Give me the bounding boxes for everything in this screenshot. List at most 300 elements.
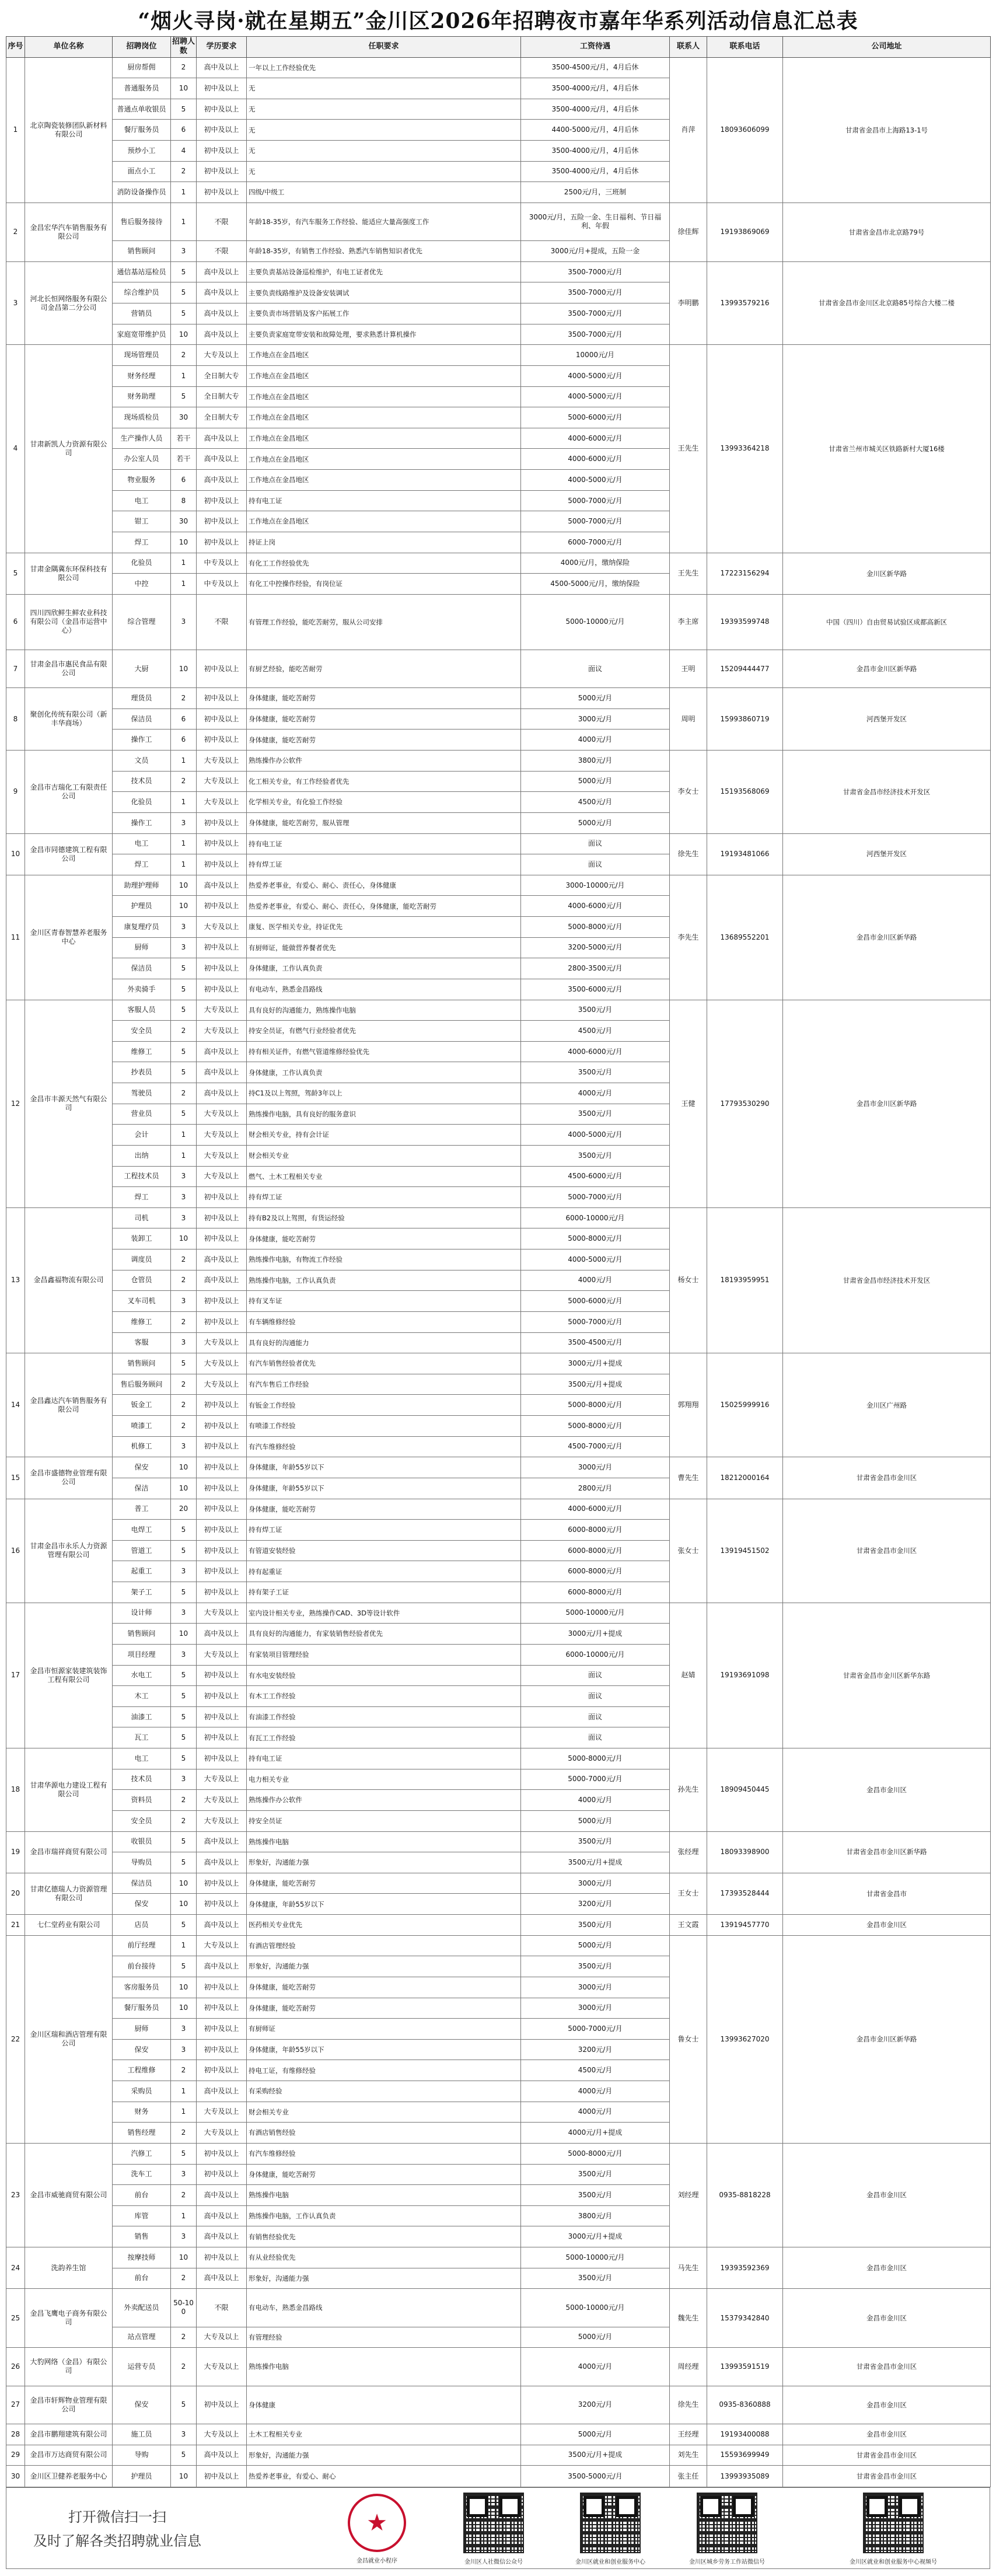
table-cell: 高中及以上 — [197, 428, 247, 449]
table-cell: 大专及以上 — [197, 2424, 247, 2445]
table-cell: 10 — [171, 2466, 197, 2487]
table-cell: 中控 — [113, 574, 171, 595]
table-cell: 13689552201 — [707, 875, 783, 1000]
table-cell: 5000-6000元/月 — [521, 407, 670, 428]
table-row — [6, 1207, 991, 1228]
table-cell: 初中及以上 — [197, 1187, 247, 1208]
table-cell: 初中及以上 — [197, 896, 247, 917]
table-cell: 面议 — [521, 650, 670, 687]
table-cell: 5000-6000元/月 — [521, 1291, 670, 1312]
emblem-icon: ★ — [348, 2494, 406, 2552]
table-row — [6, 594, 991, 650]
table-cell: 洗车工 — [113, 2164, 171, 2185]
table-cell: 工作地点在金昌地区 — [247, 449, 521, 470]
table-cell: 高中及以上 — [197, 1956, 247, 1977]
table-cell: 17 — [6, 1603, 25, 1748]
scan-line-1: 打开微信扫一扫 — [68, 2509, 166, 2525]
table-row — [6, 57, 991, 78]
table-cell: 综合维护员 — [113, 282, 171, 303]
table-cell: 23 — [6, 2143, 25, 2247]
table-cell: 物业服务 — [113, 470, 171, 491]
qr-caption-4: 金川区就业和创业服务中心视频号 — [850, 2559, 937, 2565]
table-cell: 3500元/月+提成 — [521, 1374, 670, 1395]
table-cell: 初中及以上 — [197, 1582, 247, 1603]
table-cell: 甘肃省金昌市北京路79号 — [783, 203, 991, 261]
table-cell: 机修工 — [113, 1436, 171, 1457]
table-cell: 大厨 — [113, 650, 171, 687]
table-cell: 有木工工作经验 — [247, 1686, 521, 1707]
table-cell: 护理员 — [113, 2466, 171, 2487]
table-cell: 2 — [171, 57, 197, 78]
table-cell: 18193959951 — [707, 1207, 783, 1353]
table-cell: 调度员 — [113, 1249, 171, 1270]
table-cell: 张主任 — [670, 2466, 707, 2487]
table-cell: 采购员 — [113, 2081, 171, 2102]
table-cell: 高中及以上 — [197, 875, 247, 896]
table-cell: 19193400088 — [707, 2424, 783, 2445]
table-cell: 王先生 — [670, 553, 707, 594]
table-cell: 19393592369 — [707, 2247, 783, 2289]
table-cell: 厨房帮佣 — [113, 57, 171, 78]
table-cell: 5000-7000元/月 — [521, 1187, 670, 1208]
table-cell: 1 — [171, 792, 197, 813]
table-cell: 5000-7000元/月 — [521, 1311, 670, 1332]
table-cell: 工程维修 — [113, 2060, 171, 2081]
table-cell: 河西堡开发区 — [783, 688, 991, 751]
job-info-table — [6, 36, 991, 2487]
table-cell: 金昌市金川区 — [783, 2386, 991, 2424]
table-cell: 1 — [171, 553, 197, 574]
table-cell: 金川区瑞和酒店管理有限公司 — [25, 1935, 113, 2143]
table-cell: 24 — [6, 2247, 25, 2289]
table-cell: 持有焊工证 — [247, 1520, 521, 1541]
table-cell: 金昌市鹏翔建筑有限公司 — [25, 2424, 113, 2445]
table-cell: 19193691098 — [707, 1603, 783, 1748]
table-cell: 5000-7000元/月 — [521, 1769, 670, 1790]
table-cell: 3000元/月 — [521, 1457, 670, 1478]
table-cell: 10 — [171, 1998, 197, 2019]
table-cell: 大专及以上 — [197, 1125, 247, 1146]
table-row — [6, 751, 991, 772]
table-cell: 15 — [6, 1457, 25, 1499]
table-cell: 5000-8000元/月 — [521, 2143, 670, 2164]
table-cell: 2 — [171, 1083, 197, 1104]
header-cell: 招聘人数 — [171, 37, 197, 58]
table-cell: 有汽车销售经验者优先 — [247, 1353, 521, 1374]
table-cell: 大专及以上 — [197, 1935, 247, 1956]
table-cell: 驾驶员 — [113, 1083, 171, 1104]
table-cell: 项目经理 — [113, 1644, 171, 1665]
table-cell: 甘肃省金昌市金川区 — [783, 2348, 991, 2386]
table-cell: 1 — [171, 365, 197, 386]
table-cell: 2 — [171, 161, 197, 182]
table-cell: 6000-7000元/月 — [521, 532, 670, 553]
table-cell: 2 — [171, 1395, 197, 1416]
table-cell: 初中及以上 — [197, 1291, 247, 1312]
table-cell: 熟练操作电脑 — [247, 1831, 521, 1852]
header-cell: 序号 — [6, 37, 25, 58]
table-cell: 王女士 — [670, 1873, 707, 1914]
table-cell: 3 — [6, 261, 25, 345]
table-cell: 10 — [171, 2247, 197, 2268]
table-cell: 面议 — [521, 854, 670, 875]
table-cell: 持安全员证，有燃气行业经验者优先 — [247, 1021, 521, 1042]
table-cell: 18093606099 — [707, 57, 783, 203]
table-cell: 10 — [171, 1624, 197, 1645]
table-cell: 不限 — [197, 594, 247, 650]
table-cell: 有从业经验优先 — [247, 2247, 521, 2268]
table-cell: 初中及以上 — [197, 1457, 247, 1478]
table-row — [6, 1831, 991, 1852]
table-cell: 3500-4000元/月，4月后休 — [521, 161, 670, 182]
table-cell: 6 — [6, 594, 25, 650]
table-cell: 初中及以上 — [197, 1727, 247, 1748]
table-cell: 5 — [171, 2386, 197, 2424]
table-cell: 持有电工证 — [247, 1748, 521, 1769]
table-cell: 熟练操作电脑，有物流工作经验 — [247, 1249, 521, 1270]
table-cell: 21 — [6, 1915, 25, 1936]
table-cell: 有汽车售后工作经验 — [247, 1374, 521, 1395]
table-cell: 3 — [171, 1644, 197, 1665]
table-cell: 5000-10000元/月 — [521, 2289, 670, 2327]
table-cell: 持有电工证 — [247, 490, 521, 511]
table-cell: 金昌市威驰商贸有限公司 — [25, 2143, 113, 2247]
qr-code-icon — [697, 2493, 757, 2553]
table-cell: 4000-6000元/月 — [521, 1041, 670, 1062]
table-cell: 3 — [171, 1436, 197, 1457]
table-cell: 19193869069 — [707, 203, 783, 261]
table-cell: 大专及以上 — [197, 1769, 247, 1790]
table-cell: 3500-5000元/月 — [521, 2466, 670, 2487]
table-cell: 28 — [6, 2424, 25, 2445]
table-cell: 持有架子工证 — [247, 1582, 521, 1603]
table-cell: 厨师 — [113, 2019, 171, 2040]
table-cell: 5 — [171, 2143, 197, 2164]
table-cell: 甘肃省金昌市金川区新华东路 — [783, 1603, 991, 1748]
table-cell: 身体健康，能吃苦耐劳，服从管理 — [247, 812, 521, 833]
table-cell: 10 — [171, 1873, 197, 1894]
table-cell: 8 — [171, 490, 197, 511]
table-cell: 有化工中控操作经验，有岗位证 — [247, 574, 521, 595]
table-cell: 餐厅服务员 — [113, 120, 171, 141]
table-cell: 甘肃省金昌市金川区北京路85号综合大楼二楼 — [783, 261, 991, 345]
table-cell: 18212000164 — [707, 1457, 783, 1499]
table-cell: 电力相关专业 — [247, 1769, 521, 1790]
table-cell: 有车辆维修经验 — [247, 1311, 521, 1332]
table-cell: 初中及以上 — [197, 979, 247, 1000]
table-cell: 6000-8000元/月 — [521, 1561, 670, 1582]
table-cell: 马先生 — [670, 2247, 707, 2289]
table-cell: 2 — [171, 1810, 197, 1831]
table-cell: 木工 — [113, 1686, 171, 1707]
table-cell: 初中及以上 — [197, 2164, 247, 2185]
table-cell: 保安 — [113, 2386, 171, 2424]
table-cell: 3000元/月+提成 — [521, 1353, 670, 1374]
table-cell: 金川区新华路 — [783, 553, 991, 594]
table-cell: 初中及以上 — [197, 2386, 247, 2424]
table-cell: 初中及以上 — [197, 1540, 247, 1561]
table-cell: 5000-10000元/月 — [521, 2247, 670, 2268]
table-cell: 起重工 — [113, 1561, 171, 1582]
table-cell: 4000元/月 — [521, 1083, 670, 1104]
table-cell: 不限 — [197, 203, 247, 240]
table-cell: 主要负责家庭宽带安装和故障处理，要求熟悉计算机操作 — [247, 324, 521, 345]
table-cell: 普工 — [113, 1499, 171, 1520]
table-cell: 金昌市吉瑞化工有限责任公司 — [25, 751, 113, 834]
table-cell: 12 — [6, 1000, 25, 1207]
table-cell: 李明鹏 — [670, 261, 707, 345]
table-cell: 高中及以上 — [197, 1249, 247, 1270]
table-cell: 3500-6000元/月 — [521, 979, 670, 1000]
table-cell: 收银员 — [113, 1831, 171, 1852]
table-cell: 4000元/月 — [521, 2348, 670, 2386]
table-cell: 热爱养老事业，有爱心、耐心、责任心，身体健康，能吃苦耐劳 — [247, 896, 521, 917]
table-row — [6, 203, 991, 240]
table-cell: 医药相关专业优先 — [247, 1915, 521, 1936]
table-cell: 3500-4500元/月，4月后休 — [521, 57, 670, 78]
table-cell: 抄表员 — [113, 1062, 171, 1083]
table-row — [6, 345, 991, 366]
table-cell: 持C1及以上驾照，驾龄3年以上 — [247, 1083, 521, 1104]
table-cell: 王文霞 — [670, 1915, 707, 1936]
table-cell: 3500-4000元/月，4月后休 — [521, 99, 670, 120]
table-row — [6, 2247, 991, 2268]
table-cell: 热爱养老事业，有爱心、耐心、责任心，身体健康 — [247, 875, 521, 896]
table-cell: 18909450445 — [707, 1748, 783, 1832]
table-cell: 全日制大专 — [197, 407, 247, 428]
table-cell: 王先生 — [670, 345, 707, 553]
table-cell: 5 — [171, 1540, 197, 1561]
table-row — [6, 553, 991, 574]
table-cell: 5 — [171, 303, 197, 324]
table-cell: 2 — [6, 203, 25, 261]
table-cell: 2 — [171, 2185, 197, 2206]
table-cell: 5 — [171, 1852, 197, 1873]
table-cell: 2 — [171, 2123, 197, 2144]
table-cell: 有管道安装经验 — [247, 1540, 521, 1561]
table-cell: 1 — [171, 2205, 197, 2226]
table-cell: 形象好，沟通能力强 — [247, 1852, 521, 1873]
table-cell: 50-100 — [171, 2289, 197, 2327]
table-cell: 初中及以上 — [197, 2019, 247, 2040]
table-row — [6, 1873, 991, 1894]
table-cell: 有瓦工工作经验 — [247, 1727, 521, 1748]
table-cell: 初中及以上 — [197, 1873, 247, 1894]
table-cell: 大专及以上 — [197, 1145, 247, 1166]
table-cell: 初中及以上 — [197, 120, 247, 141]
table-cell: 形象好，沟通能力强 — [247, 2445, 521, 2466]
table-cell: 6 — [171, 708, 197, 729]
table-cell: 持证上岗 — [247, 532, 521, 553]
table-cell: 5 — [171, 1956, 197, 1977]
table-cell: 餐厅服务员 — [113, 1998, 171, 2019]
table-cell: 3000-10000元/月 — [521, 875, 670, 896]
table-cell: 5000元/月 — [521, 812, 670, 833]
table-cell: 库管 — [113, 2205, 171, 2226]
table-cell: 金昌市金川区 — [783, 1915, 991, 1936]
table-cell: 5000-10000元/月 — [521, 594, 670, 650]
table-cell: 3 — [171, 1332, 197, 1353]
table-cell: 身体健康，能吃苦耐劳 — [247, 1977, 521, 1998]
table-cell: 13993591519 — [707, 2348, 783, 2386]
table-cell: 2 — [171, 1021, 197, 1042]
table-cell: 初中及以上 — [197, 99, 247, 120]
table-cell: 有采购经验 — [247, 2081, 521, 2102]
table-row — [6, 1603, 991, 1624]
table-row — [6, 2289, 991, 2327]
table-cell: 钳工 — [113, 511, 171, 532]
table-cell: 有厨师证，能做营养餐者优先 — [247, 937, 521, 958]
table-cell: 3000元/月 — [521, 708, 670, 729]
table-cell: 29 — [6, 2445, 25, 2466]
table-cell: 3000元/月 — [521, 1998, 670, 2019]
table-row — [6, 2143, 991, 2164]
table-cell: 汽修工 — [113, 2143, 171, 2164]
table-cell: 6000-8000元/月 — [521, 1520, 670, 1541]
table-cell: 20 — [6, 1873, 25, 1914]
table-cell: 3500元/月 — [521, 1104, 670, 1125]
table-cell: 销售 — [113, 2226, 171, 2247]
table-cell: 3500元/月 — [521, 1000, 670, 1021]
header-cell: 任职要求 — [247, 37, 521, 58]
table-cell: 有喷漆工作经验 — [247, 1416, 521, 1437]
table-cell: 19393599748 — [707, 594, 783, 650]
table-cell: 10 — [171, 324, 197, 345]
table-cell: 年龄18-35岁，有汽车服务工作经验、能适应大量高强度工作 — [247, 203, 521, 240]
table-cell: 技术员 — [113, 1769, 171, 1790]
table-cell: 初中及以上 — [197, 729, 247, 751]
qr-caption-2: 金川区就业和创业服务中心 — [575, 2559, 645, 2565]
table-cell: 初中及以上 — [197, 1748, 247, 1769]
table-cell: 3 — [171, 1291, 197, 1312]
table-cell: 13993579216 — [707, 261, 783, 345]
table-cell: 持有焊工证 — [247, 1187, 521, 1208]
table-cell: 10 — [171, 896, 197, 917]
qr-caption-1: 金川区人社微信公众号 — [464, 2559, 523, 2565]
table-row — [6, 2348, 991, 2386]
table-cell: 室内设计相关专业，熟练操作CAD、3D等设计软件 — [247, 1603, 521, 1624]
emblem-block — [333, 2493, 421, 2564]
table-cell: 5 — [171, 282, 197, 303]
table-cell: 熟练操作电脑 — [247, 2185, 521, 2206]
table-cell: 初中及以上 — [197, 1561, 247, 1582]
table-cell: 周明 — [670, 688, 707, 751]
table-cell: 面议 — [521, 1727, 670, 1748]
table-cell: 5 — [171, 386, 197, 407]
table-cell: 3500-4000元/月，4月后休 — [521, 78, 670, 99]
table-cell: 不限 — [197, 241, 247, 262]
table-cell: 20 — [171, 1499, 197, 1520]
table-cell: 3 — [171, 917, 197, 938]
table-cell: 甘肃省金昌市经济技术开发区 — [783, 1207, 991, 1353]
table-cell: 5000-7000元/月 — [521, 511, 670, 532]
table-cell: 金昌市金川区新华路 — [783, 875, 991, 1000]
table-cell: 金昌市万达商贸有限公司 — [25, 2445, 113, 2466]
table-cell: 叉车司机 — [113, 1291, 171, 1312]
table-cell: 13993627020 — [707, 1935, 783, 2143]
table-cell: 仓管员 — [113, 1270, 171, 1291]
table-cell: 2 — [171, 2060, 197, 2081]
table-cell: 10 — [171, 650, 197, 687]
table-row — [6, 1353, 991, 1374]
table-cell: 通信基站巡检员 — [113, 261, 171, 282]
table-cell: 持有起重证 — [247, 1561, 521, 1582]
table-cell: 高中及以上 — [197, 2445, 247, 2466]
table-cell: 预炒小工 — [113, 141, 171, 162]
table-cell: 初中及以上 — [197, 854, 247, 875]
table-cell: 身体健康，年龄55岁以下 — [247, 1457, 521, 1478]
table-cell: 徐先生 — [670, 833, 707, 875]
table-cell: 销售顾问 — [113, 1624, 171, 1645]
table-cell: 3 — [171, 2424, 197, 2445]
table-cell: 5 — [171, 979, 197, 1000]
table-cell: 4 — [171, 141, 197, 162]
table-cell: 5 — [171, 1665, 197, 1686]
table-cell: 高中及以上 — [197, 2205, 247, 2226]
table-cell: 3 — [171, 594, 197, 650]
table-cell: 初中及以上 — [197, 1686, 247, 1707]
table-cell: 10 — [171, 1457, 197, 1478]
table-cell: 北京陶瓷装修团队新材料有限公司 — [25, 57, 113, 203]
table-cell: 办公室人员 — [113, 449, 171, 470]
table-cell: 初中及以上 — [197, 833, 247, 854]
table-cell: 4000元/月，缴纳保险 — [521, 553, 670, 574]
table-cell: 3000元/月+提成 — [521, 1624, 670, 1645]
table-cell: 初中及以上 — [197, 182, 247, 203]
table-cell: 财会相关专业，持有会计证 — [247, 1125, 521, 1146]
table-cell: 持有相关证件，有燃气管道维修经验优先 — [247, 1041, 521, 1062]
table-cell: 5 — [171, 1748, 197, 1769]
table-cell: 初中及以上 — [197, 688, 247, 709]
table-cell: 水电工 — [113, 1665, 171, 1686]
table-cell: 熟练操作电脑 — [247, 2348, 521, 2386]
table-cell: 持有B2及以上驾照，有货运经验 — [247, 1207, 521, 1228]
footer — [6, 2487, 990, 2569]
table-cell: 甘肃金昌市惠民食品有限公司 — [25, 650, 113, 687]
table-cell: 杨女士 — [670, 1207, 707, 1353]
table-cell: 6 — [171, 470, 197, 491]
table-cell: 河西堡开发区 — [783, 833, 991, 875]
table-cell: 化验员 — [113, 553, 171, 574]
table-cell: 13993364218 — [707, 345, 783, 553]
table-cell: 面议 — [521, 833, 670, 854]
table-cell: 5000-8000元/月 — [521, 1416, 670, 1437]
table-cell: 19 — [6, 1831, 25, 1873]
table-cell: 初中及以上 — [197, 1416, 247, 1437]
table-cell: 熟练操作办公软件 — [247, 751, 521, 772]
table-cell: 高中及以上 — [197, 303, 247, 324]
table-cell: 无 — [247, 161, 521, 182]
table-cell: 运营专员 — [113, 2348, 171, 2386]
header-cell: 学历要求 — [197, 37, 247, 58]
table-cell: 4000-5000元/月 — [521, 386, 670, 407]
table-cell: 甘肃省金昌市经济技术开发区 — [783, 751, 991, 834]
table-cell: 工程技术员 — [113, 1166, 171, 1187]
table-cell: 身体健康 — [247, 2386, 521, 2424]
qr-block-3 — [683, 2493, 771, 2565]
table-cell: 油漆工 — [113, 1706, 171, 1727]
table-cell: 初中及以上 — [197, 2247, 247, 2268]
table-cell: 中专及以上 — [197, 553, 247, 574]
table-cell: 身体健康，能吃苦耐劳 — [247, 729, 521, 751]
table-cell: 化学相关专业，有化验工作经验 — [247, 792, 521, 813]
table-cell: 3500-7000元/月 — [521, 282, 670, 303]
table-cell: 4500-5000元/月，缴纳保险 — [521, 574, 670, 595]
table-cell: 高中及以上 — [197, 324, 247, 345]
table-cell: 金昌鑫福物流有限公司 — [25, 1207, 113, 1353]
table-cell: 3500-4000元/月，4月后休 — [521, 141, 670, 162]
table-cell: 高中及以上 — [197, 1831, 247, 1852]
